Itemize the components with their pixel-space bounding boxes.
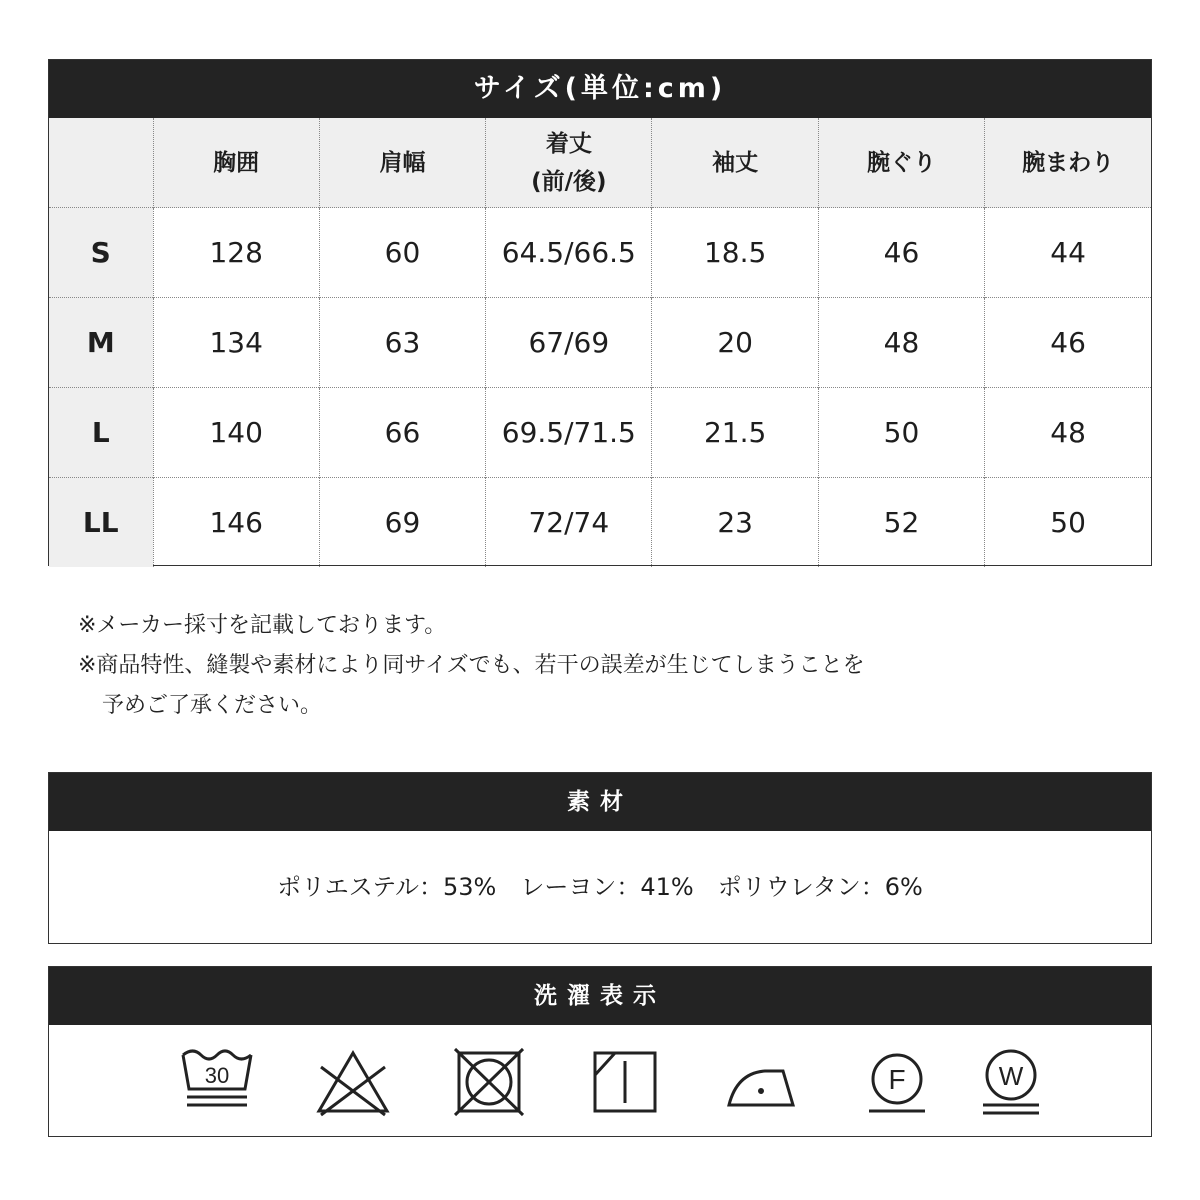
- material-composition: ポリエステル：53% レーヨン：41% ポリウレタン：6%: [277, 873, 923, 901]
- table-cell: 50: [985, 478, 1151, 568]
- table-cell: 18.5: [652, 208, 818, 298]
- table-cell: 52: [818, 478, 984, 568]
- no-bleach-icon: [313, 1045, 393, 1121]
- size-table-title: サイズ(単位:cm): [49, 60, 1151, 118]
- note-line: 予めご了承ください。: [102, 693, 323, 718]
- dry-clean-f-icon: [857, 1045, 937, 1121]
- column-header: 袖丈: [652, 118, 818, 208]
- size-label: LL: [49, 478, 153, 568]
- table-cell: 66: [319, 388, 485, 478]
- table-cell: 64.5/66.5: [486, 208, 652, 298]
- table-cell: 128: [153, 208, 319, 298]
- notes: [78, 606, 865, 726]
- care-icons: [49, 1025, 1151, 1136]
- table-cell: 69.5/71.5: [486, 388, 652, 478]
- table-cell: 146: [153, 478, 319, 568]
- table-cell: 46: [985, 298, 1151, 388]
- table-cell: 69: [319, 478, 485, 568]
- table-row: [49, 478, 1151, 568]
- table-cell: 50: [818, 388, 984, 478]
- size-table-section: [48, 59, 1152, 566]
- column-header: 肩幅: [319, 118, 485, 208]
- table-cell: 48: [985, 388, 1151, 478]
- column-header: 着丈 (前/後): [486, 118, 652, 208]
- care-section: [48, 966, 1152, 1137]
- line-dry-shade-icon: [585, 1045, 665, 1121]
- table-cell: 23: [652, 478, 818, 568]
- size-table-header-row: [49, 118, 1151, 208]
- wet-clean-w-icon: [971, 1045, 1051, 1121]
- table-cell: 134: [153, 298, 319, 388]
- table-row: [49, 208, 1151, 298]
- size-label: M: [49, 298, 153, 388]
- table-cell: 60: [319, 208, 485, 298]
- note-line: ※商品特性、縫製や素材により同サイズでも、若干の誤差が生じてしまうことを: [78, 653, 865, 678]
- no-tumble-dry-icon: [449, 1045, 529, 1121]
- table-cell: 48: [818, 298, 984, 388]
- material-section: [48, 772, 1152, 944]
- table-cell: 63: [319, 298, 485, 388]
- column-header: 胸囲: [153, 118, 319, 208]
- dry-clean-label: F: [888, 1064, 906, 1095]
- column-header: 腕まわり: [985, 118, 1151, 208]
- table-cell: 72/74: [486, 478, 652, 568]
- size-label: L: [49, 388, 153, 478]
- table-cell: 44: [985, 208, 1151, 298]
- iron-low-icon: [721, 1045, 801, 1121]
- table-row: [49, 298, 1151, 388]
- table-cell: 46: [818, 208, 984, 298]
- table-cell: 67/69: [486, 298, 652, 388]
- wash-30-gentle-icon: [177, 1045, 257, 1121]
- column-header: 腕ぐり: [818, 118, 984, 208]
- table-cell: 140: [153, 388, 319, 478]
- wet-clean-label: W: [998, 1061, 1024, 1091]
- table-cell: 21.5: [652, 388, 818, 478]
- table-row: [49, 388, 1151, 478]
- column-header: [49, 118, 153, 208]
- table-cell: 20: [652, 298, 818, 388]
- wash-temp-label: 30: [204, 1063, 230, 1088]
- size-label: S: [49, 208, 153, 298]
- note-line: ※メーカー採寸を記載しております。: [78, 613, 447, 638]
- material-title: 素材: [49, 773, 1151, 831]
- size-table: [49, 118, 1151, 567]
- care-title: 洗濯表示: [49, 967, 1151, 1025]
